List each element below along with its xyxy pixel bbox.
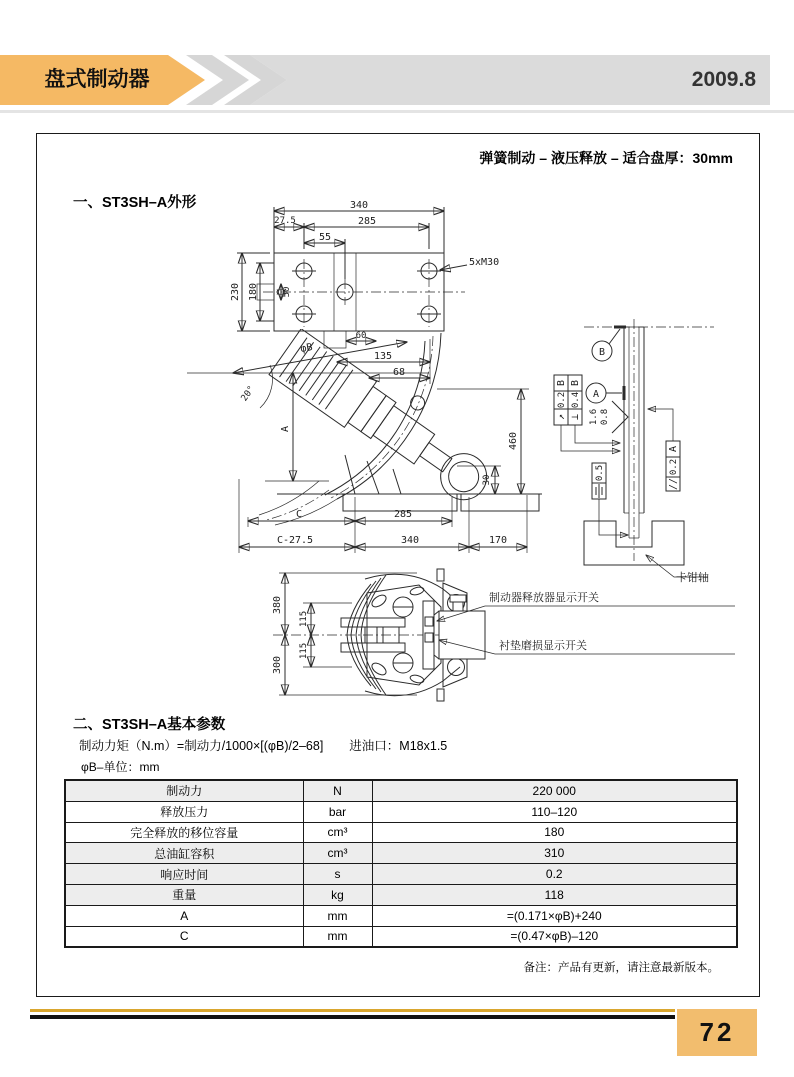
page-title: 弹簧制动 – 液压释放 – 适合盘厚：30mm	[479, 150, 733, 166]
section2-heading: 二、ST3SH–A基本参数	[73, 717, 226, 733]
shaft-section-drawing	[546, 313, 751, 598]
remark-note: 备注：产品有更新，请注意最新版本。	[523, 962, 719, 974]
runout-perpendicularity-frames	[554, 375, 620, 451]
dim-60: 60	[355, 331, 367, 341]
top-view-drawing	[229, 201, 519, 349]
cell-value: 310	[372, 843, 737, 864]
section1-heading: 一、ST3SH–A外形	[73, 195, 197, 211]
parallelism-icon: //	[668, 477, 679, 491]
header-edition-date: 2009.8	[691, 68, 756, 91]
cell-value: =(0.171×φB)+240	[372, 905, 737, 926]
bolt-holes	[292, 263, 441, 322]
dim-115-upper: 115	[299, 610, 309, 628]
dim-340: 340	[400, 535, 420, 546]
dim-a: A	[280, 425, 291, 433]
cell-name: 重量	[65, 884, 303, 905]
table-row	[65, 926, 737, 947]
plate-centerlines	[263, 259, 465, 327]
dim-phi-b: φB	[299, 342, 314, 356]
dim-115-lower: 115	[299, 642, 309, 660]
perpendicularity-icon: ⊥	[570, 413, 581, 421]
dim-170: 170	[488, 535, 508, 546]
cell-name: C	[65, 926, 303, 947]
cell-name: 总油缸容积	[65, 843, 303, 864]
cell-unit: bar	[303, 801, 372, 822]
dim-180: 180	[248, 282, 259, 302]
dim-angle: 20°	[239, 384, 258, 404]
symmetry-frame	[592, 463, 628, 535]
page-number-badge: 72	[677, 1009, 757, 1056]
cell-name: 响应时间	[65, 864, 303, 885]
datum-a-flag	[586, 383, 624, 403]
dim-55: 55	[318, 232, 332, 243]
runout-datum: B	[556, 379, 567, 387]
cell-unit: kg	[303, 884, 372, 905]
dim-c-minus: C-27.5	[276, 535, 314, 546]
torque-formula: 制动力矩（N.m）=制动力/1000×[(φB)/2–68]	[79, 739, 324, 753]
dim-68: 68	[392, 367, 406, 378]
table-row	[65, 884, 737, 905]
dim-340: 340	[349, 201, 369, 211]
dim-230: 230	[230, 282, 241, 302]
cell-name: 完全释放的移位容量	[65, 822, 303, 843]
perp-datum: B	[570, 379, 581, 387]
table-row	[65, 801, 737, 822]
cell-name: 制动力	[65, 780, 303, 801]
cell-value: 180	[372, 822, 737, 843]
cell-unit: N	[303, 780, 372, 801]
parallel-value: 0.2	[669, 458, 679, 476]
dim-300: 300	[272, 655, 283, 675]
dim-135: 135	[373, 351, 393, 362]
footer-gold-line	[30, 1009, 675, 1012]
torque-formula-line	[79, 736, 447, 754]
table-row	[65, 843, 737, 864]
parallelism-frame	[648, 409, 680, 491]
dimension-labels	[230, 201, 499, 341]
cell-value: 220 000	[372, 780, 737, 801]
cell-unit: mm	[303, 905, 372, 926]
datum-b-flag	[592, 327, 626, 361]
cell-name: 释放压力	[65, 801, 303, 822]
runout-value: 0.2	[557, 391, 567, 409]
header-underline	[0, 110, 794, 113]
table-row	[65, 780, 737, 801]
footer-black-line	[30, 1015, 675, 1019]
params-table-body	[65, 780, 737, 947]
table-row	[65, 905, 737, 926]
dim-380: 380	[272, 595, 283, 615]
dim-285: 285	[393, 509, 413, 520]
dim-460: 460	[508, 431, 519, 451]
table-row	[65, 864, 737, 885]
oil-port-spec: 进油口：M18x1.5	[349, 739, 448, 753]
parallel-datum: A	[668, 445, 679, 453]
cell-unit: s	[303, 864, 372, 885]
perp-value: 0.4	[571, 391, 581, 409]
wear-switch-label: 衬垫磨损显示开关	[499, 640, 587, 652]
cell-value: 118	[372, 884, 737, 905]
table-row	[65, 822, 737, 843]
roughness-value-2: 0.8	[600, 408, 610, 426]
roughness-callout	[589, 401, 628, 433]
roughness-value-1: 1.6	[589, 408, 599, 426]
release-switch-label: 制动器释放器显示开关	[489, 592, 599, 604]
dim-c: C	[295, 509, 303, 520]
cell-unit: mm	[303, 926, 372, 947]
dim-50: 50	[282, 286, 292, 298]
bolt-callout: 5xM30	[469, 257, 500, 268]
cell-name: A	[65, 905, 303, 926]
cell-value: 0.2	[372, 864, 737, 885]
front-view-drawing	[267, 563, 742, 708]
symmetry-value: 0.5	[595, 464, 605, 482]
cell-unit: cm³	[303, 843, 372, 864]
wear-switch-sensor	[425, 633, 433, 642]
shaft-label: 卡钳轴	[676, 572, 709, 584]
parameters-table	[64, 779, 738, 948]
side-view-drawing	[37, 329, 557, 574]
dimension-lines	[187, 339, 529, 553]
switch-assembly	[423, 595, 485, 669]
symmetry-icon	[596, 484, 602, 498]
cell-value: 110–120	[372, 801, 737, 822]
datum-b-label: B	[598, 347, 606, 358]
unit-note: φB–单位：mm	[81, 760, 160, 774]
content-frame	[36, 133, 760, 997]
datum-a-label: A	[592, 389, 600, 400]
dim-30: 30	[482, 474, 492, 486]
runout-symbol-icon: ↗	[556, 413, 567, 421]
dim-285: 285	[357, 216, 377, 227]
header-product-title: 盘式制动器	[44, 68, 150, 91]
cell-unit: cm³	[303, 822, 372, 843]
release-switch-sensor	[425, 617, 433, 626]
cell-value: =(0.47×φB)–120	[372, 926, 737, 947]
dim-27-5: 27.5	[274, 216, 296, 226]
